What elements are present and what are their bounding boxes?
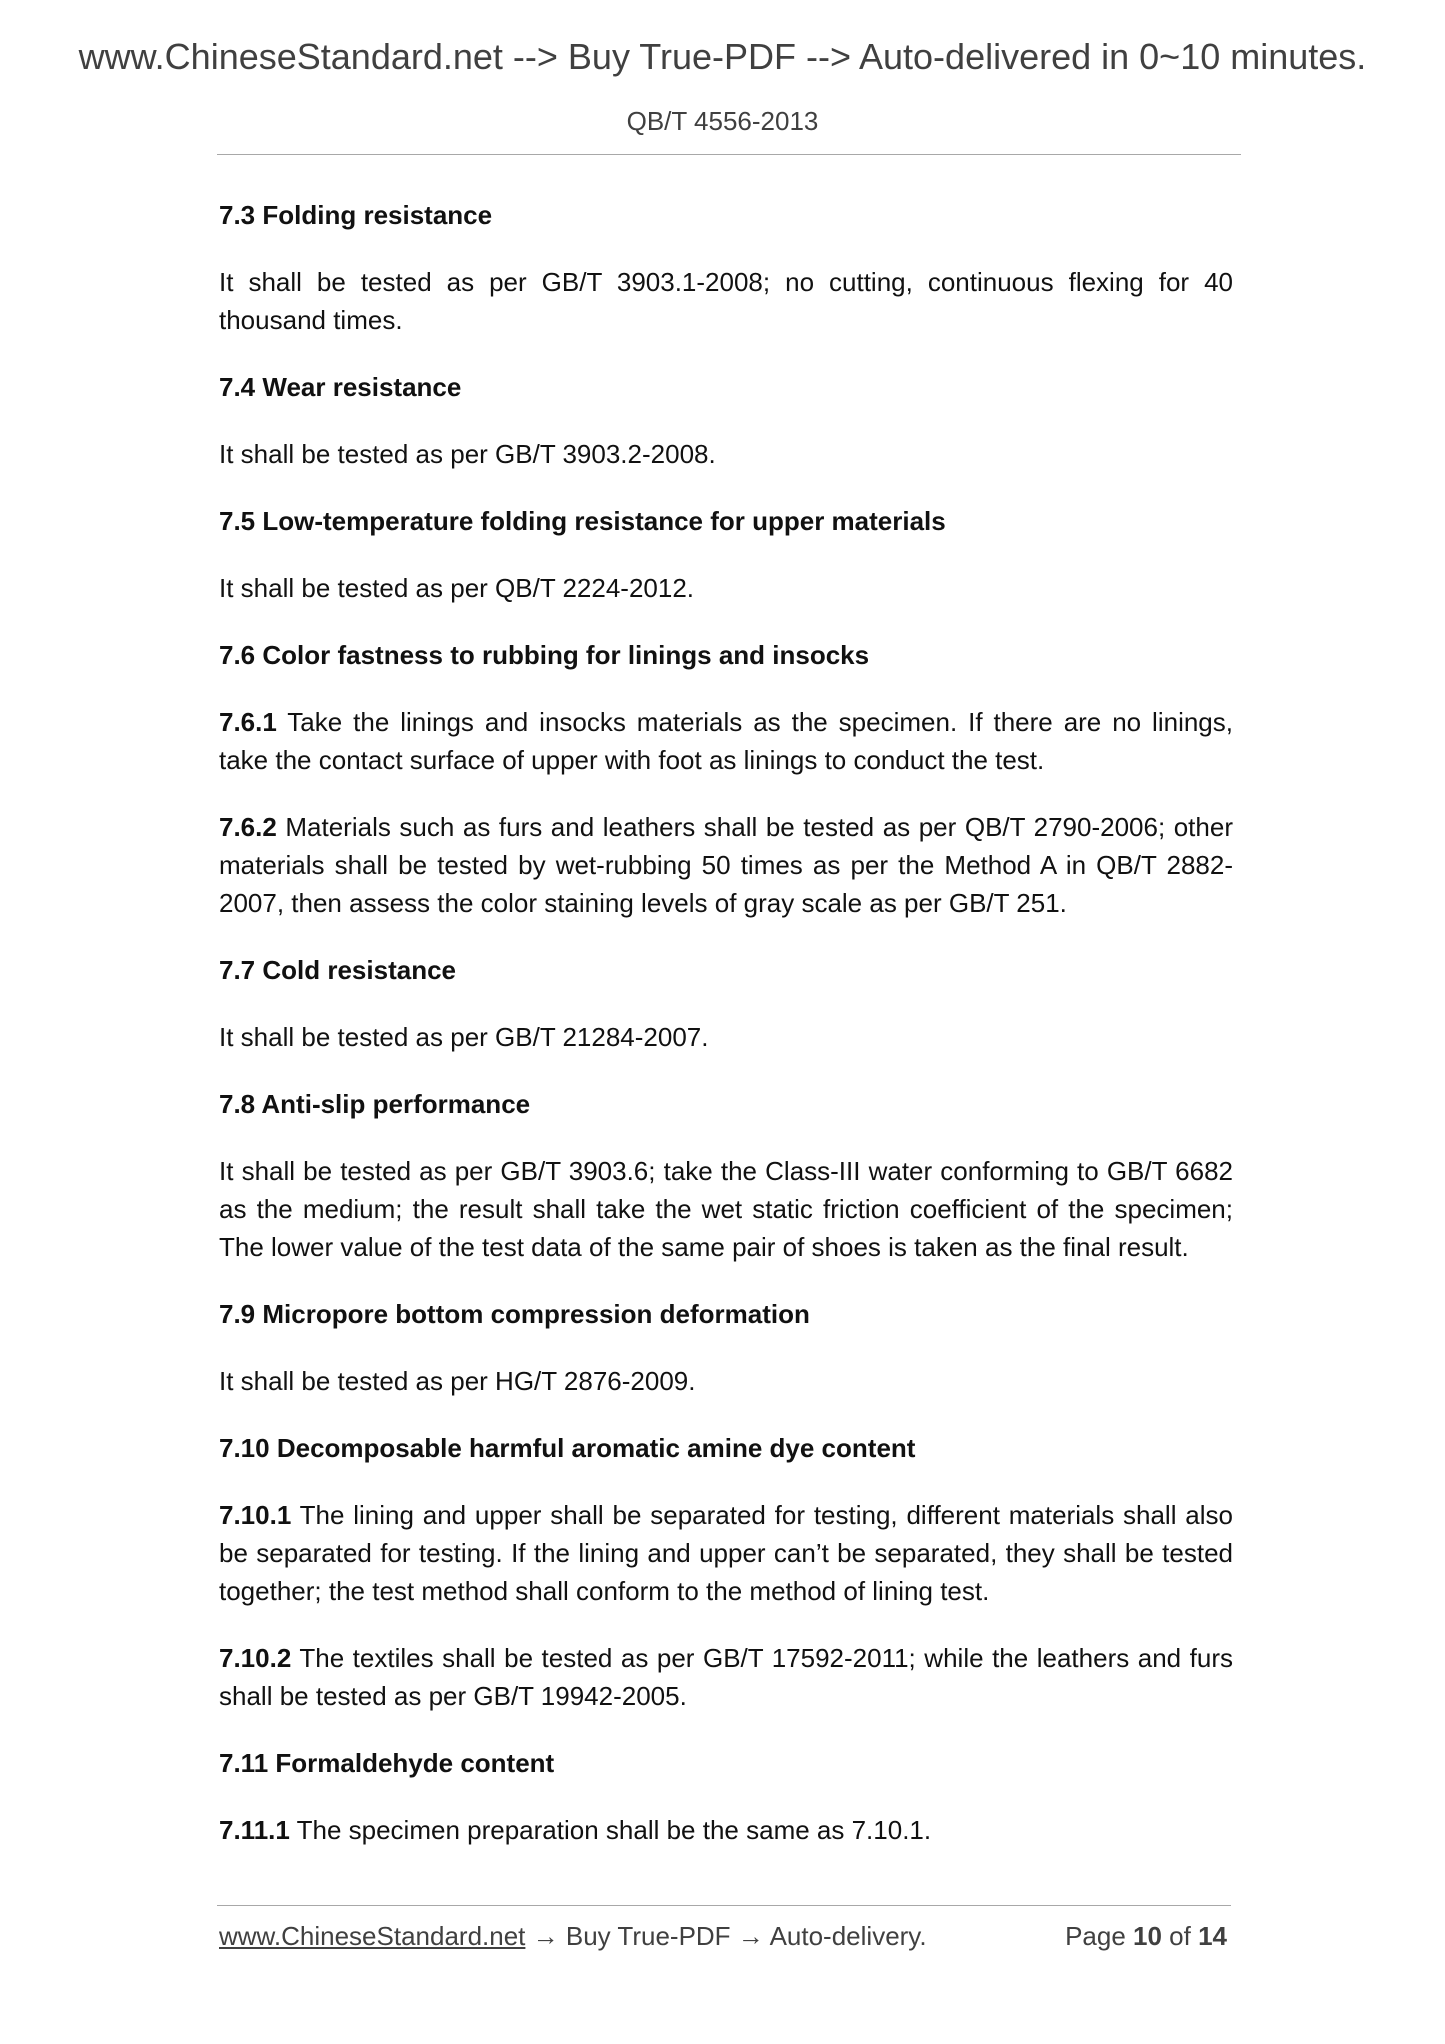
clause-number: 7.10.2 (219, 1643, 292, 1673)
clause-text: The specimen preparation shall be the same as 7.10.1. (289, 1815, 932, 1845)
heading-7-11: 7.11 Formaldehyde content (219, 1748, 555, 1778)
heading-7-8: 7.8 Anti-slip performance (219, 1089, 531, 1119)
para-7-8: It shall be tested as per GB/T 3903.6; take the Class-III water conforming to GB/T 6682 as the medium; the result shall take the wet static friction coefficient of the specimen; The lower value of the test data of the same pair of shoes is taken as the final result. (219, 1156, 1233, 1262)
page-label: Page (1065, 1921, 1134, 1951)
heading-7-7: 7.7 Cold resistance (219, 955, 456, 985)
para-7-5: It shall be tested as per QB/T 2224-2012. (219, 573, 695, 603)
clause-text: The textiles shall be tested as per GB/T 17592-2011; while the leathers and furs shall be tested as per GB/T 19942-2005. (219, 1643, 1233, 1711)
page-current: 10 (1133, 1921, 1162, 1951)
footer-divider (217, 1905, 1231, 1906)
para-7-11-1 (219, 1811, 1233, 1849)
para-7-10-2 (219, 1639, 1233, 1715)
heading-7-4: 7.4 Wear resistance (219, 372, 462, 402)
para-7-6-1 (219, 703, 1233, 779)
para-7-9: It shall be tested as per HG/T 2876-2009. (219, 1366, 696, 1396)
para-7-3: It shall be tested as per GB/T 3903.1-2008; no cutting, continuous flexing for 40 thousand times. (219, 267, 1233, 335)
clause-text: Take the linings and insocks materials as the specimen. If there are no linings, take the contact surface of upper with foot as linings to conduct the test. (219, 707, 1233, 775)
heading-7-6: 7.6 Color fastness to rubbing for linings and insocks (219, 640, 870, 670)
page-indicator (1065, 1921, 1227, 1952)
para-7-10-1 (219, 1496, 1233, 1610)
clause-number: 7.6.1 (219, 707, 277, 737)
para-7-4: It shall be tested as per GB/T 3903.2-2008. (219, 439, 716, 469)
footer-site-link[interactable]: www.ChineseStandard.net (219, 1921, 526, 1951)
heading-7-3: 7.3 Folding resistance (219, 200, 493, 230)
document-body (219, 196, 1233, 1878)
heading-7-9: 7.9 Micropore bottom compression deformation (219, 1299, 810, 1329)
para-7-6-2 (219, 808, 1233, 922)
clause-text: Materials such as furs and leathers shall be tested as per QB/T 2790-2006; other materials shall be tested by wet-rubbing 50 times as per the Method A in QB/T 2882-2007, then assess the color staining levels of gray scale as per GB/T 251. (219, 812, 1233, 918)
footer-left (219, 1921, 927, 1952)
clause-text: The lining and upper shall be separated for testing, different materials shall also be separated for testing. If the lining and upper can’t be separated, they shall be tested together; the test method shall conform to the method of lining test. (219, 1500, 1233, 1606)
clause-number: 7.6.2 (219, 812, 277, 842)
footer-tagline: → Buy True-PDF → Auto-delivery. (525, 1921, 927, 1951)
page-total: 14 (1198, 1921, 1227, 1951)
clause-number: 7.11.1 (219, 1815, 290, 1845)
doc-code: QB/T 4556-2013 (626, 106, 819, 136)
heading-7-5: 7.5 Low-temperature folding resistance for upper materials (219, 506, 946, 536)
top-banner: www.ChineseStandard.net --> Buy True-PDF --> Auto-delivered in 0~10 minutes. (78, 36, 1367, 77)
para-7-7: It shall be tested as per GB/T 21284-2007. (219, 1022, 709, 1052)
clause-number: 7.10.1 (219, 1500, 292, 1530)
heading-7-10: 7.10 Decomposable harmful aromatic amine dye content (219, 1433, 916, 1463)
header-divider (217, 154, 1241, 155)
of-label: of (1161, 1921, 1199, 1951)
